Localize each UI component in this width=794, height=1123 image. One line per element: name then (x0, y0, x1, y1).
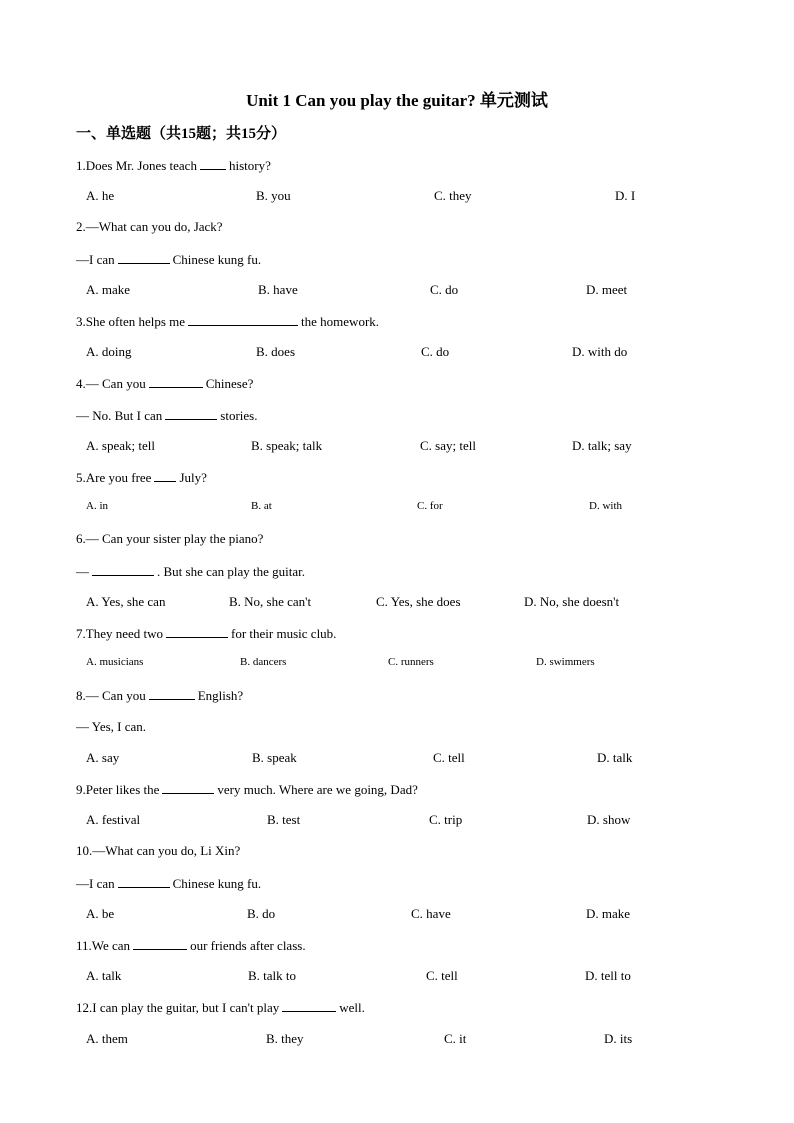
answer-blank[interactable] (154, 469, 176, 482)
question-6-option-c[interactable]: C. Yes, she does (376, 594, 461, 609)
question-text: — No. But I can (76, 408, 163, 423)
question-11-line-1 (76, 937, 306, 954)
answer-blank[interactable] (92, 563, 154, 576)
question-2-line-1 (76, 219, 223, 235)
question-3-option-c[interactable]: C. do (421, 344, 450, 359)
question-6-option-a[interactable]: A. Yes, she can (86, 594, 166, 609)
question-1-option-c[interactable]: C. they (434, 188, 472, 203)
question-text: very much. Where are we going, Dad? (217, 782, 418, 797)
question-text: 5.Are you free (76, 470, 152, 485)
question-text: Chinese kung fu. (172, 876, 262, 891)
question-text: well. (339, 1000, 365, 1015)
question-text: English? (197, 688, 244, 703)
question-12-line-1 (76, 999, 365, 1016)
question-10-option-c[interactable]: C. have (411, 906, 451, 921)
question-text: 7.They need two (76, 626, 164, 641)
answer-blank[interactable] (162, 781, 214, 794)
answer-blank[interactable] (282, 999, 336, 1012)
question-1-option-a[interactable]: A. he (86, 188, 115, 203)
question-8-line-2 (76, 719, 146, 735)
question-8-option-c[interactable]: C. tell (433, 750, 465, 765)
question-12-option-c[interactable]: C. it (444, 1031, 467, 1046)
section-heading: 一、单选题（共15题；共15分） (76, 126, 287, 142)
question-text: our friends after class. (190, 938, 306, 953)
question-text: history? (228, 158, 271, 173)
question-5-option-c[interactable]: C. for (417, 500, 443, 512)
question-1-option-b[interactable]: B. you (256, 188, 291, 203)
question-5-line-1 (76, 469, 207, 486)
answer-blank[interactable] (118, 251, 170, 264)
question-text: 6.— Can your sister play the piano? (76, 531, 264, 546)
question-7-option-c[interactable]: C. runners (388, 656, 434, 668)
question-text: Chinese? (205, 376, 254, 391)
question-11-option-a[interactable]: A. talk (86, 968, 122, 983)
question-9-option-d[interactable]: D. show (587, 812, 631, 827)
question-12-option-d[interactable]: D. its (604, 1031, 633, 1046)
question-text: for their music club. (231, 626, 337, 641)
question-text: 9.Peter likes the (76, 782, 160, 797)
question-text: stories. (220, 408, 258, 423)
question-text: 4.— Can you (76, 376, 146, 391)
question-text: 1.Does Mr. Jones teach (76, 158, 197, 173)
question-4-line-1 (76, 375, 253, 392)
question-6-line-2 (76, 563, 305, 580)
question-text: Chinese kung fu. (172, 252, 262, 267)
question-4-option-d[interactable]: D. talk; say (572, 438, 632, 453)
question-6-line-1 (76, 531, 263, 547)
question-5-option-a[interactable]: A. in (86, 500, 108, 512)
question-text: 12.I can play the guitar, but I can't play (76, 1000, 280, 1015)
answer-blank[interactable] (166, 625, 228, 638)
question-2-option-c[interactable]: C. do (430, 282, 459, 297)
question-1-option-d[interactable]: D. I (615, 188, 636, 203)
question-7-option-a[interactable]: A. musicians (86, 656, 144, 668)
question-6-option-d[interactable]: D. No, she doesn't (524, 594, 620, 609)
question-11-option-c[interactable]: C. tell (426, 968, 458, 983)
question-10-line-2 (76, 875, 261, 892)
question-4-line-2 (76, 407, 258, 424)
question-text: 10.—What can you do, Li Xin? (76, 843, 241, 858)
question-11-option-d[interactable]: D. tell to (585, 968, 631, 983)
question-1-line-1 (76, 157, 271, 174)
question-9-option-b[interactable]: B. test (267, 812, 301, 827)
question-6-option-b[interactable]: B. No, she can't (229, 594, 312, 609)
question-text: 3.She often helps me (76, 314, 186, 329)
question-text: the homework. (301, 314, 380, 329)
question-2-option-a[interactable]: A. make (86, 282, 131, 297)
question-text: — Yes, I can. (76, 719, 147, 734)
question-text: —I can (76, 252, 115, 267)
question-text: — (76, 564, 89, 579)
question-12-option-b[interactable]: B. they (266, 1031, 304, 1046)
question-10-option-b[interactable]: B. do (247, 906, 276, 921)
question-3-option-a[interactable]: A. doing (86, 344, 132, 359)
question-7-line-1 (76, 625, 336, 642)
question-9-line-1 (76, 781, 418, 798)
question-2-line-2 (76, 251, 261, 268)
question-10-option-a[interactable]: A. be (86, 906, 115, 921)
question-9-option-a[interactable]: A. festival (86, 812, 141, 827)
question-4-option-c[interactable]: C. say; tell (420, 438, 476, 453)
question-5-option-b[interactable]: B. at (251, 500, 272, 512)
answer-blank[interactable] (149, 687, 195, 700)
question-9-option-c[interactable]: C. trip (429, 812, 463, 827)
answer-blank[interactable] (149, 375, 203, 388)
question-8-line-1 (76, 687, 243, 704)
question-10-option-d[interactable]: D. make (586, 906, 631, 921)
question-12-option-a[interactable]: A. them (86, 1031, 128, 1046)
question-8-option-b[interactable]: B. speak (252, 750, 297, 765)
answer-blank[interactable] (200, 157, 226, 170)
answer-blank[interactable] (165, 407, 217, 420)
page-title: Unit 1 Can you play the guitar? 单元测试 (246, 91, 548, 110)
answer-blank[interactable] (188, 313, 298, 326)
question-8-option-a[interactable]: A. say (86, 750, 120, 765)
question-text: July? (179, 470, 207, 485)
question-7-option-b[interactable]: B. dancers (240, 656, 287, 668)
question-3-option-b[interactable]: B. does (256, 344, 295, 359)
question-7-option-d[interactable]: D. swimmers (536, 656, 595, 668)
question-4-option-b[interactable]: B. speak; talk (251, 438, 323, 453)
question-4-option-a[interactable]: A. speak; tell (86, 438, 155, 453)
question-text: 11.We can (76, 938, 131, 953)
answer-blank[interactable] (118, 875, 170, 888)
answer-blank[interactable] (133, 937, 187, 950)
question-text: 8.— Can you (76, 688, 146, 703)
question-text: 2.—What can you do, Jack? (76, 219, 223, 234)
question-text: —I can (76, 876, 115, 891)
question-3-option-d[interactable]: D. with do (572, 344, 628, 359)
question-2-option-b[interactable]: B. have (258, 282, 298, 297)
question-11-option-b[interactable]: B. talk to (248, 968, 297, 983)
question-5-option-d[interactable]: D. with (589, 500, 622, 512)
question-10-line-1 (76, 843, 240, 859)
question-2-option-d[interactable]: D. meet (586, 282, 628, 297)
question-text: . But she can play the guitar. (157, 564, 306, 579)
question-3-line-1 (76, 313, 379, 330)
question-8-option-d[interactable]: D. talk (597, 750, 633, 765)
